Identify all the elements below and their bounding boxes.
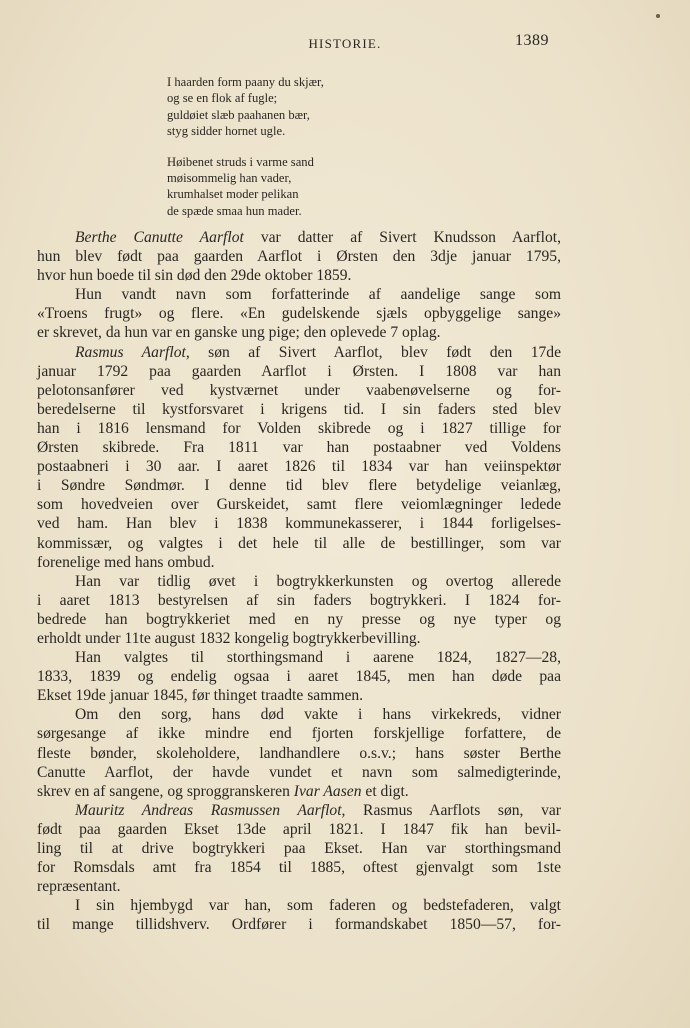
text-run: Om den sorg, hans død vakte i hans virkekreds, vidner	[75, 706, 561, 724]
text-run: I sin hjembygd var han, som faderen og bedstefaderen, valgt	[75, 897, 561, 915]
poem-block	[167, 74, 324, 233]
italic-name: Rasmus Aarflot,	[75, 343, 190, 361]
paragraph	[37, 648, 561, 705]
text-run: beredelserne til kystforsvaret i krigens tid. I sin faders sted blev	[37, 400, 561, 418]
text-line	[37, 534, 561, 553]
text-run: hvor hun boede til sin død den 29de oktober 1859.	[37, 267, 352, 285]
poem-line: Høibenet struds i varme sand	[167, 154, 314, 169]
italic-name: Mauritz Andreas Rasmussen Aarflot,	[75, 801, 346, 819]
text-run: ved ham. Han blev i 1838 kommunekasserer, i 1844 forligelses-	[37, 515, 561, 533]
text-run: Canutte Aarflot, der havde vundet et navn som salmedigterinde,	[37, 763, 561, 781]
running-header-title: HISTORIE.	[308, 36, 382, 51]
text-run: januar 1792 paa gaarden Aarflot i Ørsten. I 1808 var han	[37, 362, 561, 380]
text-line	[37, 915, 561, 934]
text-line	[37, 858, 561, 877]
text-line	[37, 744, 561, 763]
paragraph	[37, 343, 561, 572]
text-run: fleste bønder, skoleholdere, landhandlere o.s.v.; hans søster Berthe	[37, 744, 561, 762]
text-line	[37, 724, 561, 743]
text-run: i aaret 1813 bestyrelsen af sin faders bogtrykkeri. I 1824 for-	[37, 591, 561, 609]
paragraph	[37, 572, 561, 648]
text-run: Ekset 19de januar 1845, før thinget traadte sammen.	[37, 687, 364, 705]
poem-stanza	[167, 154, 324, 220]
text-line	[37, 648, 561, 667]
text-run: kommissær, og valgtes i det hele til alle de bestillinger, som var	[37, 534, 561, 552]
text-run: postaabneri i 30 aar. I aaret 1826 til 1834 var han veiinspektør	[37, 458, 561, 476]
text-line	[37, 763, 561, 782]
poem-line: krumhalset moder pelikan	[167, 187, 299, 202]
text-line	[37, 801, 561, 820]
body-text	[37, 228, 561, 934]
text-line	[37, 362, 561, 381]
text-run: søn af Sivert Aarflot, blev født den 17de	[189, 343, 562, 361]
text-line	[37, 419, 561, 438]
text-line	[37, 782, 561, 801]
text-run: pelotonsanfører ved kystværnet under vaabenøvelserne og for-	[37, 381, 561, 399]
text-line	[37, 304, 561, 323]
text-line	[37, 495, 561, 514]
paragraph	[37, 705, 561, 800]
text-line	[37, 572, 561, 591]
text-run: Rasmus Aarflots søn, var	[345, 801, 561, 819]
paragraph	[37, 285, 561, 342]
text-run: til mange tillidshverv. Ordfører i formandskabet 1850—57, for-	[37, 916, 561, 934]
text-run: sørgesange af ikke mindre end fjorten forskjellige forfattere, de	[37, 725, 561, 743]
text-run: hun blev født paa gaarden Aarflot i Ørsten den 3dje januar 1795,	[37, 248, 561, 266]
text-run: født paa gaarden Ekset 13de april 1821. I 1847 fik han bevil-	[37, 820, 561, 838]
text-line	[37, 457, 561, 476]
text-run: erholdt under 11te august 1832 kongelig bogtrykkerbevilling.	[37, 629, 421, 647]
text-line	[37, 896, 561, 915]
text-line	[37, 228, 561, 247]
text-run: Han valgtes til storthingsmand i aarene 1824, 1827—28,	[75, 649, 561, 667]
text-line	[37, 629, 561, 648]
paragraph	[37, 896, 561, 934]
poem-line: møisommelig han vader,	[167, 171, 292, 186]
poem-line: styg sidder hornet ugle.	[167, 124, 286, 139]
page-number: 1389	[515, 32, 549, 49]
text-line	[37, 820, 561, 839]
text-line	[37, 285, 561, 304]
text-line	[37, 400, 561, 419]
text-run: Ørsten skibrede. Fra 1811 var han postaabner ved Voldens	[37, 439, 561, 457]
text-line	[37, 514, 561, 533]
text-run: 1833, 1839 og endelig ogsaa i aaret 1845, men han døde paa	[37, 668, 561, 686]
text-line	[37, 553, 561, 572]
text-run: som hovedveien over Gurskeidet, samt flere veiomlægninger ledede	[37, 496, 561, 514]
italic-name: Ivar Aasen	[293, 782, 362, 800]
text-run: «Troens frugt» og flere. «En gudelskende sjæls opbyggelige sange»	[37, 305, 561, 323]
paragraph	[37, 228, 561, 285]
text-run: repræsentant.	[37, 878, 121, 896]
poem-line: I haarden form paany du skjær,	[167, 75, 324, 89]
text-run: bedrede han bogtrykkeriet med en ny presse og nye typer og	[37, 610, 561, 628]
text-run: er skrevet, da hun var en ganske ung pige; den oplevede 7 oplag.	[37, 324, 441, 342]
text-run: forenelige med hans ombud.	[37, 553, 215, 571]
ink-speck	[656, 14, 660, 18]
text-line	[37, 591, 561, 610]
text-line	[37, 839, 561, 858]
text-run: i Søndre Søndmør. I denne tid blev flere betydelige veianlæg,	[37, 477, 561, 495]
text-line	[37, 438, 561, 457]
text-run: Han var tidlig øvet i bogtrykkerkunsten og overtog allerede	[75, 572, 561, 590]
poem-line: guldøiet slæb paahanen bær,	[167, 107, 310, 122]
text-line	[37, 610, 561, 629]
text-run: ling til at drive bogtrykkeri paa Ekset. Han var storthingsmand	[37, 840, 561, 857]
text-run: skrev en af sangene, og sproggranskeren	[37, 782, 294, 800]
paragraph	[37, 801, 561, 896]
text-run: for Romsdals amt fra 1854 til 1885, oftest gjenvalgt som 1ste	[37, 859, 561, 877]
text-line	[37, 247, 561, 266]
text-line	[37, 877, 561, 896]
text-run: et digt.	[361, 782, 409, 800]
text-run: Hun vandt navn som forfatterinde af aandelige sange som	[75, 286, 561, 304]
text-line	[37, 266, 561, 285]
text-line	[37, 667, 561, 686]
text-line	[37, 686, 561, 705]
poem-line: og se en flok af fugle;	[167, 91, 278, 106]
italic-name: Berthe Canutte Aarflot	[75, 229, 244, 246]
text-run: han i 1816 lensmand for Volden skibrede og i 1827 tillige for	[37, 419, 561, 437]
poem-line: de spæde smaa hun mader.	[167, 203, 302, 218]
text-line	[37, 381, 561, 400]
text-line	[37, 705, 561, 724]
poem-stanza	[167, 74, 324, 140]
text-run: var datter af Sivert Knudsson Aarflot,	[243, 229, 561, 246]
text-line	[37, 323, 561, 342]
text-line	[37, 343, 561, 362]
text-line	[37, 476, 561, 495]
